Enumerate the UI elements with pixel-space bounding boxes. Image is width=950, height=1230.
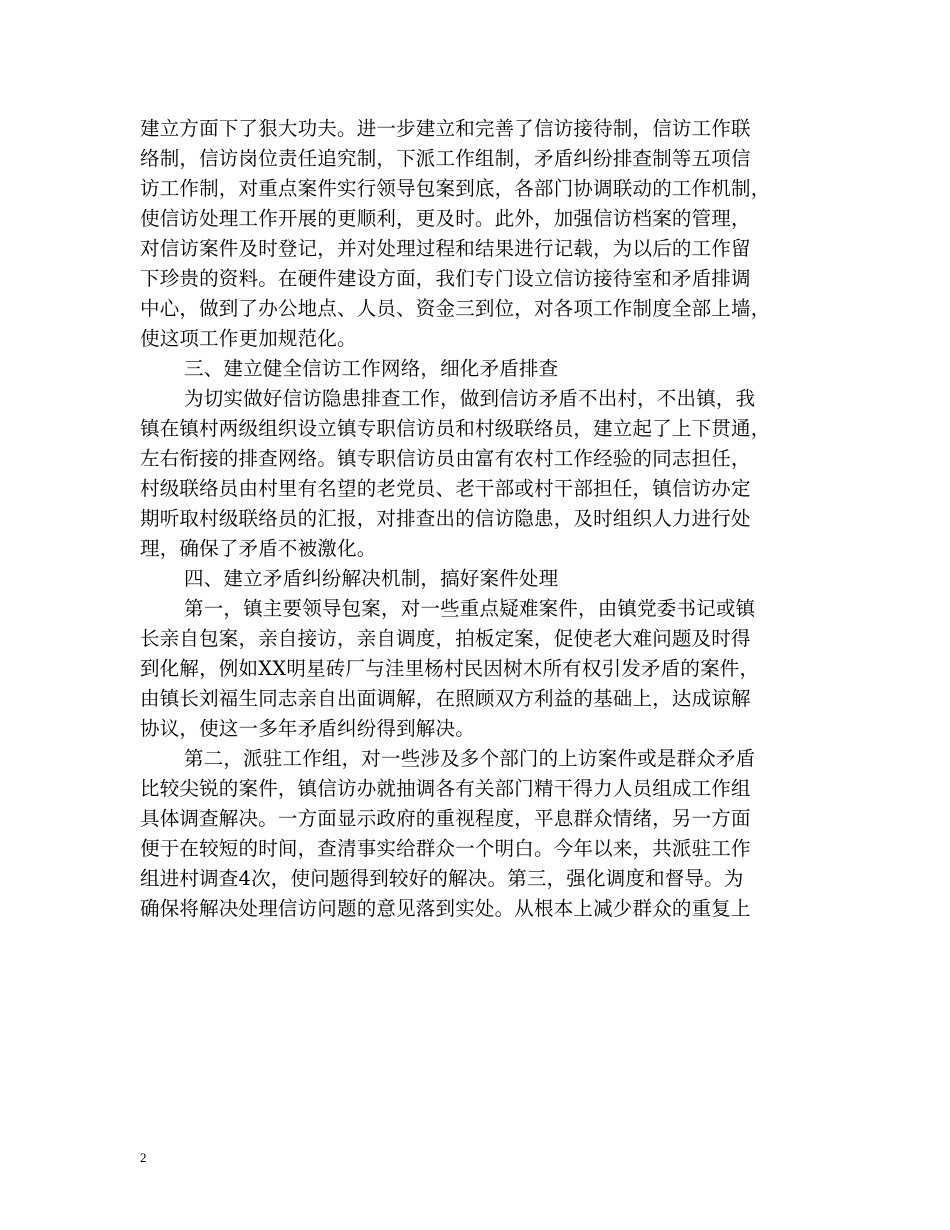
body-text-line: 村级联络员由村里有名望的老党员、老干部或村干部担任，镇信访办定 [140,477,751,500]
paragraph-first-line: 第一，镇主要领导包案，对一些重点疑难案件，由镇党委书记或镇 [184,597,756,620]
body-text-line: 由镇长刘福生同志亲自出面调解，在照顾双方利益的基础上，达成谅解 [140,687,751,710]
section-heading-3: 三、建立健全信访工作网络，细化矛盾排查 [184,357,559,380]
paragraph-first-line: 第二，派驻工作组，对一些涉及多个部门的上访案件或是群众矛盾 [184,747,756,770]
body-text-line: 组进村调查4次，使问题得到较好的解决。第三，强化调度和督导。为 [140,867,744,890]
body-text-line: 具体调查解决。一方面显示政府的重视程度，平息群众情绪，另一方面 [140,807,751,830]
section-heading-4: 四、建立矛盾纠纷解决机制，搞好案件处理 [184,567,559,590]
body-text-line: 中心，做到了办公地点、人员、资金三到位，对各项工作制度全部上墙， [140,297,771,320]
page-number: 2 [140,1150,147,1165]
body-text-line: 长亲自包案，亲自接访，亲自调度，拍板定案，促使老大难问题及时得 [140,627,751,650]
body-text-line: 便于在较短的时间，查清事实给群众一个明白。今年以来，共派驻工作 [140,837,751,860]
body-text-line: 确保将解决处理信访问题的意见落到实处。从根本上减少群众的重复上 [140,897,751,920]
body-text-line: 对信访案件及时登记，并对处理过程和结果进行记载，为以后的工作留 [140,237,751,260]
body-text-line: 理，确保了矛盾不被激化。 [140,537,377,560]
paragraph-first-line: 为切实做好信访隐患排查工作，做到信访矛盾不出村，不出镇，我 [184,387,756,410]
body-text-line: 左右衔接的排查网络。镇专职信访员由富有农村工作经验的同志担任， [140,447,751,470]
body-text-line: 建立方面下了狠大功夫。进一步建立和完善了信访接待制，信访工作联 [140,117,751,140]
body-text-line: 使信访处理工作开展的更顺利，更及时。此外，加强信访档案的管理， [140,207,751,230]
body-text-line: 访工作制，对重点案件实行领导包案到底，各部门协调联动的工作机制， [140,177,771,200]
body-text-line: 协议，使这一多年矛盾纠纷得到解决。 [140,717,475,740]
body-text-line: 使这项工作更加规范化。 [140,327,357,350]
body-text-line: 比较尖锐的案件，镇信访办就抽调各有关部门精干得力人员组成工作组 [140,777,751,800]
body-text-line: 期听取村级联络员的汇报，对排查出的信访隐患，及时组织人力进行处 [140,507,751,530]
body-text-line: 到化解，例如XX明星砖厂与洼里杨村民因树木所有权引发矛盾的案件， [140,657,760,680]
body-text-line: 镇在镇村两级组织设立镇专职信访员和村级联络员，建立起了上下贯通， [140,417,771,440]
body-text-line: 络制，信访岗位责任追究制，下派工作组制，矛盾纠纷排查制等五项信 [140,147,751,170]
body-text-line: 下珍贵的资料。在硬件建设方面，我们专门设立信访接待室和矛盾排调 [140,267,751,290]
